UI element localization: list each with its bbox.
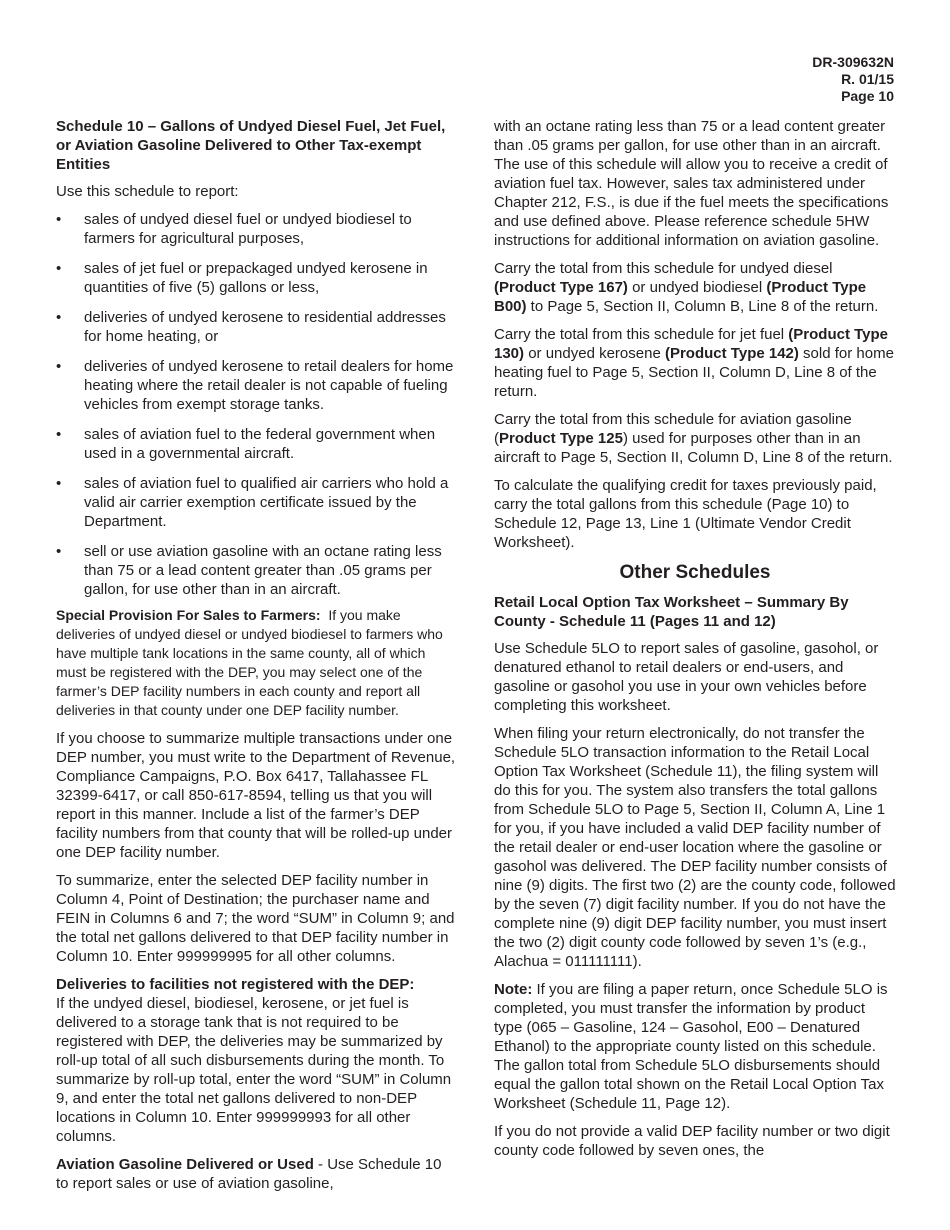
aviation-gasoline-paragraph: Carry the total from this schedule for aviation gasoline (Product Type 125) used for purposes other than in an aircraft to Page 5, Section II, Column D, Line 8 of the return. [494, 411, 893, 466]
to-summarize-paragraph: To summarize, enter the selected DEP facility number in Column 4, Point of Destination; the purchaser name and FEIN in Columns 6 and 7; the word “SUM” in Column 9; and the total net gallons delivered to that DEP facility number in Column 10. Enter 999999995 for all other columns. [56, 872, 455, 965]
list-item: • sales of aviation fuel to qualified air carriers who hold a valid air carrier exemption certificate issued by the Department. [56, 475, 449, 530]
list-item: • sales of aviation fuel to the federal government when used in a governmental aircraft. [56, 426, 436, 462]
undyed-diesel-paragraph: Carry the total from this schedule for undyed diesel (Product Type 167) or undyed biodiesel (Product Type B00) to Page 5, Section II, Column B, Line 8 of the return. [494, 260, 879, 315]
form-number: DR-309632N [812, 54, 894, 70]
special-provision-heading: Special Provision For Sales to Farmers: [56, 607, 321, 623]
bullet-icon: • [56, 260, 62, 277]
aviation-continued-paragraph: with an octane rating less than 75 or a lead content greater than .05 grams per gallon, for use other than in an aircraft. The use of this schedule will allow you to receive a credit of aviation fuel tax. However, sales tax administered under Chapter 212, F.S., is due if the fuel meets the specifications and use defined above. Please reference schedule 5HW instructions for additional information on aviation gasoline. [494, 118, 889, 249]
list-item: • sales of jet fuel or prepackaged undyed kerosene in quantities of five (5) gallons or less, [56, 260, 428, 296]
schedule-10-title: Schedule 10 – Gallons of Undyed Diesel Fuel, Jet Fuel, or Aviation Gasoline Delivered to Other Tax-exempt Entities [56, 118, 446, 173]
credit-paragraph: To calculate the qualifying credit for taxes previously paid, carry the total gallons from this schedule (Page 10) to Schedule 12, Page 13, Line 1 (Ultimate Vendor Credit Worksheet). [494, 477, 877, 551]
bullet-icon: • [56, 426, 62, 443]
bullet-icon: • [56, 475, 62, 492]
schedule-5lo-paragraph: Use Schedule 5LO to report sales of gasoline, gasohol, or denatured ethanol to retail dealers or end-users, and gasoline or gasohol you use in your own vehicles before completing this worksheet. [494, 640, 879, 714]
deliveries-heading: Deliveries to facilities not registered with the DEP: [56, 976, 415, 993]
electronic-filing-paragraph: When filing your return electronically, do not transfer the Schedule 5LO transaction information to the Retail Local Option Tax Worksheet (Schedule 11), the filing system will do this for you. The system also transfers the total gallons from Schedule 5LO to Page 5, Section II, Column A, Line 1 for you, if you have included a valid DEP facility number of the retail dealer or end-user location where the gasoline or gasohol was delivered. The DEP facility number consists of nine (9) digits. The first two (2) are the county code, followed by the seven (7) digit facility number. If you do not have the complete nine (9) digit DEP facility number, you must insert the two (2) digit county code followed by seven 1’s (e.g., Alachua = 011111111). [494, 725, 896, 970]
page-number: Page 10 [841, 88, 894, 104]
note-paragraph: Note: If you are filing a paper return, once Schedule 5LO is completed, you must transfer the information by product type (065 – Gasoline, 124 – Gasohol, E00 – Denatured Ethanol) to the appropriate county listed on this schedule. The gallon total from Schedule 5LO disbursements should equal the gallon total shown on the Retail Local Option Tax Worksheet (Schedule 11, Page 12). [494, 981, 888, 1112]
schedule-10-intro: Use this schedule to report: [56, 183, 239, 200]
list-item: • sell or use aviation gasoline with an octane rating less than 75 or a lead content greater than .05 grams per gallon, for use other than in an aircraft. [56, 543, 442, 598]
right-column [494, 117, 896, 1169]
left-column [56, 117, 458, 1202]
revision-date: R. 01/15 [841, 71, 894, 87]
dep-facility-paragraph: If you do not provide a valid DEP facility number or two digit county code followed by seven ones, the [494, 1123, 890, 1159]
page-header [812, 54, 894, 105]
list-item: • deliveries of undyed kerosene to residential addresses for home heating, or [56, 309, 446, 345]
schedule-11-heading: Retail Local Option Tax Worksheet – Summary By County - Schedule 11 (Pages 11 and 12) [494, 594, 849, 630]
summarize-paragraph: If you choose to summarize multiple transactions under one DEP number, you must write to the Department of Revenue, Compliance Campaigns, P.O. Box 6417, Tallahassee FL 32399-6417, or call 850-617-8594, telling us that you will report in this manner. Include a list of the farmer’s DEP facility numbers from that county that will be rolled-up under one DEP facility number. [56, 730, 456, 861]
bullet-icon: • [56, 543, 62, 560]
special-provision-paragraph: Special Provision For Sales to Farmers: If you make deliveries of undyed diesel or undyed biodiesel to farmers who have multiple tank locations in the same county, all of which must be registered with the DEP, you may select one of the farmer’s DEP facility numbers in each county and report all deliveries in that county under one DEP facility number. [56, 607, 443, 718]
bullet-icon: • [56, 211, 62, 228]
bullet-icon: • [56, 358, 62, 375]
list-item: • deliveries of undyed kerosene to retail dealers for home heating where the retail dealer is not capable of fueling vehicles from exempt storage tanks. [56, 358, 454, 413]
bullet-icon: • [56, 309, 62, 326]
report-list [56, 210, 458, 599]
list-item: • sales of undyed diesel fuel or undyed biodiesel to farmers for agricultural purposes, [56, 211, 412, 247]
aviation-paragraph: Aviation Gasoline Delivered or Used - Use Schedule 10 to report sales or use of aviation gasoline, [56, 1156, 442, 1192]
other-schedules-heading: Other Schedules [619, 562, 771, 583]
aviation-heading: Aviation Gasoline Delivered or Used [56, 1156, 314, 1173]
note-heading: Note: [494, 981, 533, 998]
jet-fuel-paragraph: Carry the total from this schedule for jet fuel (Product Type 130) or undyed kerosene (Product Type 142) sold for home heating fuel to Page 5, Section II, Column D, Line 8 of the return. [494, 326, 894, 400]
deliveries-paragraph: Deliveries to facilities not registered with the DEP: If the undyed diesel, biodiesel, kerosene, or jet fuel is delivered to a storage tank that is not required to be registered with DEP, the deliveries may be summarized by roll-up total of all such disbursements during the month. To summarize by roll-up total, enter the word “SUM” in Column 9, and enter the total net gallons delivered to non-DEP locations in Column 10. Enter 999999993 for all other columns. [56, 976, 452, 1145]
